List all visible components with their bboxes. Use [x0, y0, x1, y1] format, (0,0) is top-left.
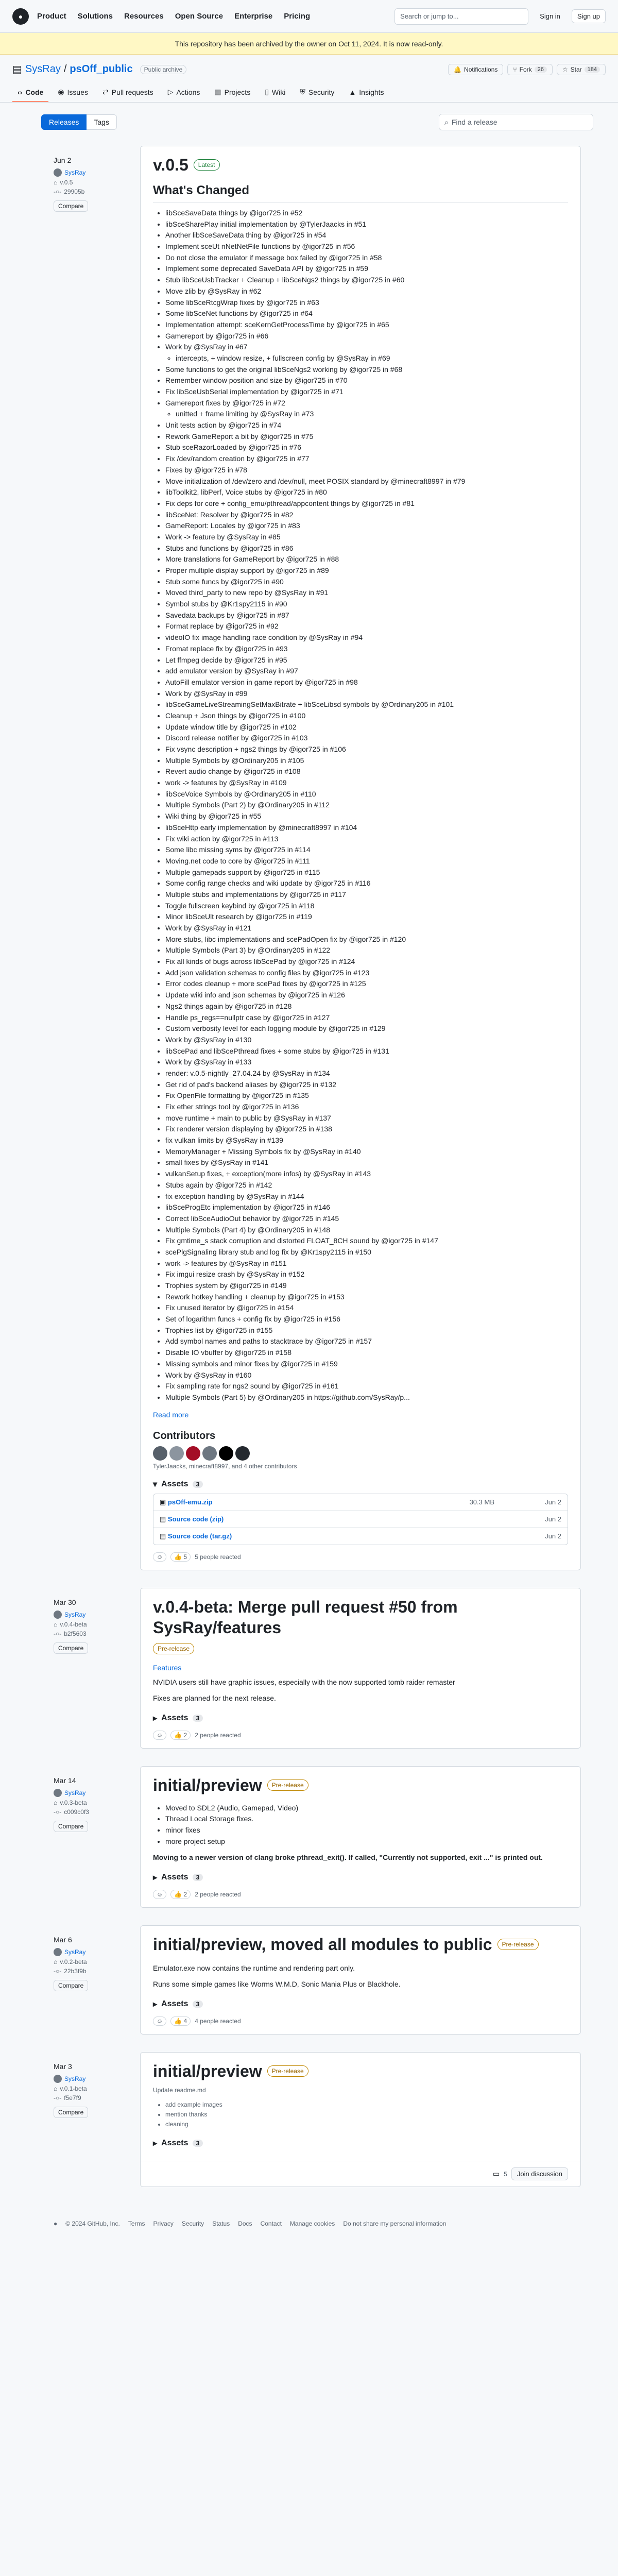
change-item: • Fromat replace fix by @igor725 in #93 — [165, 643, 568, 655]
change-item: • Implement some deprecated SaveData API by @igor725 in #59 — [165, 263, 568, 275]
top-bar — [0, 0, 618, 33]
change-item: • Move initialization of /dev/zero and /dev/null, meet POSIX standard by @minecraft8997 in #79 — [165, 476, 568, 487]
change-item: • Some libc missing syms by @igor725 in #114 — [165, 844, 568, 856]
reactions: ☺ 👍 4 4 people reacted — [153, 2016, 568, 2026]
assets-toggle[interactable]: ▸ Assets 3 — [153, 1713, 568, 1723]
change-item: • Fix wiki action by @igor725 in #113 — [165, 834, 568, 845]
search-icon: ⌕ — [444, 117, 449, 126]
star-icon: ☆ — [562, 65, 568, 73]
change-item: • libSceNet: Resolver by @igor725 in #82 — [165, 510, 568, 521]
tag-link[interactable]: v.0.3-beta — [60, 1799, 87, 1806]
change-item: • Fix renderer version displaying by @igor725 in #138 — [165, 1124, 568, 1135]
repo-name-link[interactable]: psOff_public — [70, 63, 133, 75]
change-subitem: ◦ intercepts, + window resize, + fullscreen config by @SysRay in #69 — [176, 353, 568, 364]
tag-link[interactable]: v.0.4-beta — [60, 1620, 87, 1628]
change-item: • fix vulkan limits by @SysRay in #139 — [165, 1135, 568, 1146]
change-item: • Update wiki info and json schemas by @igor725 in #126 — [165, 990, 568, 1001]
change-item: • Ngs2 things again by @igor725 in #128 — [165, 1001, 568, 1012]
star-count: 184 — [585, 66, 600, 73]
release-date: Mar 6 — [54, 1936, 72, 1944]
change-item: • Fixes by @igor725 in #78 — [165, 465, 568, 476]
change-item: • Disable IO vbuffer by @igor725 in #158 — [165, 1347, 568, 1359]
change-item: • Multiple gamepads support by @igor725 in #115 — [165, 867, 568, 878]
whats-changed-heading: What's Changed — [153, 183, 568, 202]
change-item: • Add json validation schemas to config files by @igor725 in #123 — [165, 968, 568, 979]
book-icon: ▯ — [265, 88, 269, 96]
change-item: • Another libSceSaveData thing by @igor725 in #54 — [165, 230, 568, 241]
commit-link[interactable]: b2f5603 — [64, 1630, 87, 1637]
change-item: • Work by @SysRay in #160 — [165, 1370, 568, 1381]
assets-toggle[interactable]: ▸ Assets 3 — [153, 2138, 568, 2148]
asset-row[interactable]: ▣ psOff-emu.zip 30.3 MB Jun 2 — [153, 1494, 568, 1511]
release-notes: Fixes are planned for the next release. — [153, 1693, 276, 1702]
global-search-input[interactable]: Search or jump to... — [394, 8, 528, 25]
change-item: • Fix all kinds of bugs across libScePad by @igor725 in #124 — [165, 956, 568, 968]
change-item: • libSceVoice Symbols by @Ordinary205 in #110 — [165, 789, 568, 800]
nav-solutions[interactable]: Solutions — [77, 12, 113, 21]
reaction-button[interactable]: 👍 2 — [170, 1890, 191, 1899]
asset-row[interactable]: ▤ Source code (zip) Jun 2 — [153, 1511, 568, 1528]
features-link[interactable]: Features — [153, 1663, 182, 1672]
footer-contact-link[interactable]: Contact — [260, 2220, 282, 2228]
reaction-button[interactable]: 👍 5 — [170, 1552, 191, 1562]
change-item: • move runtime + main to public by @SysRay in #137 — [165, 1113, 568, 1124]
assets-toggle[interactable]: ▾ Assets 3 — [153, 1479, 568, 1489]
change-item: • libSceGameLiveStreamingSetMaxBitrate + libSceLibsd symbols by @Ordinary205 in #101 — [165, 699, 568, 710]
release-sidebar — [25, 1766, 128, 1908]
reaction-button[interactable]: 👍 4 — [170, 2016, 191, 2026]
change-item: • Work by @SysRay in #130 — [165, 1035, 568, 1046]
triangle-right-icon: ▸ — [153, 2139, 158, 2148]
release-date: Jun 2 — [54, 156, 72, 164]
list-item: • more project setup — [165, 1836, 568, 1848]
change-item: • Correct libSceAudioOut behavior by @igor725 in #145 — [165, 1213, 568, 1225]
change-item: • Revert audio change by @igor725 in #108 — [165, 766, 568, 777]
pre-release-label: Pre-release — [267, 2065, 308, 2077]
commit-link[interactable]: f5e7f9 — [64, 2094, 81, 2102]
release-subtitle: Update readme.md — [153, 2087, 206, 2094]
release-v0-4-beta — [12, 1588, 606, 1749]
release-title[interactable]: initial/preview — [153, 1775, 262, 1794]
author-link[interactable]: SysRay — [64, 1948, 86, 1956]
change-item: • Fix /dev/random creation by @igor725 in #77 — [165, 453, 568, 465]
change-item: • MemoryManager + Missing Symbols fix by @SysRay in #140 — [165, 1146, 568, 1158]
add-reaction-button[interactable]: ☺ — [153, 2016, 166, 2026]
sign-up-button[interactable]: Sign up — [572, 9, 606, 23]
releases-toggle[interactable]: Releases — [41, 114, 87, 130]
assets-toggle[interactable]: ▸ Assets 3 — [153, 1872, 568, 1883]
release-notes: Moving to a newer version of clang broke pthread_exit(). If called, "Currently not supported, exit ..." is printed out. — [153, 1853, 543, 1862]
pre-release-label: Pre-release — [267, 1780, 308, 1791]
footer-status-link[interactable]: Status — [212, 2220, 230, 2228]
tag-icon: ⌂ — [54, 1799, 58, 1806]
release-v0-1-beta — [12, 2052, 606, 2187]
copyright: © 2024 GitHub, Inc. — [65, 2220, 120, 2228]
nav-open-source[interactable]: Open Source — [175, 12, 224, 21]
tag-link[interactable]: v.0.5 — [60, 179, 73, 186]
change-item: • Stub libSceUsbTracker + Cleanup + libSceNgs2 things by @igor725 in #60 — [165, 275, 568, 286]
tag-icon: ⌂ — [54, 1958, 58, 1966]
release-notes: NVIDIA users still have graphic issues, especially with the now supported tomb raider remaster — [153, 1677, 455, 1686]
repo-icon: ▤ — [12, 64, 22, 75]
table-icon: ▦ — [214, 88, 221, 96]
repo-owner-link[interactable]: SysRay — [25, 63, 61, 75]
release-title[interactable]: initial/preview, moved all modules to public — [153, 1935, 492, 1954]
release-v0-3-beta — [12, 1766, 606, 1908]
change-item: • Cleanup + Json things by @igor725 in #100 — [165, 710, 568, 722]
change-item: • Savedata backups by @igor725 in #87 — [165, 610, 568, 621]
footer-do-not-share-link[interactable]: Do not share my personal information — [343, 2220, 447, 2228]
change-item: • Moving.net code to core by @igor725 in #111 — [165, 856, 568, 867]
change-item: • Work by @SysRay in #99 — [165, 688, 568, 700]
change-item: • Error codes cleanup + more scePad fixes by @igor725 in #125 — [165, 978, 568, 990]
change-item: • Do not close the emulator if message box failed by @igor725 in #58 — [165, 252, 568, 264]
change-item: • libSceHttp early implementation by @minecraft8997 in #104 — [165, 822, 568, 834]
commit-link[interactable]: 22b3f9b — [64, 1968, 87, 1975]
assets-list — [153, 1494, 568, 1545]
change-subitem: ◦ unitted + frame limiting by @SysRay in #73 — [176, 409, 568, 420]
change-item: • Work by @SysRay in #67 ◦ intercepts, + window resize, + fullscreen config by @SysRay in #69 — [165, 342, 568, 364]
change-item: • Trophies system by @igor725 in #149 — [165, 1280, 568, 1292]
change-item: • Multiple Symbols (Part 4) by @Ordinary205 in #148 — [165, 1225, 568, 1236]
change-item: • Format replace by @igor725 in #92 — [165, 621, 568, 632]
change-item: • Remember window position and size by @igor725 in #70 — [165, 375, 568, 386]
change-item: • Work by @SysRay in #133 — [165, 1057, 568, 1068]
issues-icon: ◉ — [58, 88, 64, 96]
graph-icon: ▲ — [349, 88, 356, 96]
archived-banner: This repository has been archived by the owner on Oct 11, 2024. It is now read-only. — [0, 33, 618, 55]
avatar — [54, 1611, 62, 1619]
tab-code[interactable]: ‹› Code — [12, 83, 48, 102]
file-zip-icon: ▤ — [160, 1515, 168, 1523]
change-item: • work -> features by @SysRay in #109 — [165, 777, 568, 789]
add-reaction-button[interactable]: ☺ — [153, 1890, 166, 1899]
tag-icon: ⌂ — [54, 1620, 58, 1628]
change-item: • render: v.0.5-nightly_27.04.24 by @SysRay in #134 — [165, 1068, 568, 1079]
reactions: ☺ 👍 2 2 people reacted — [153, 1731, 568, 1740]
contributors-heading: Contributors — [153, 1430, 216, 1442]
footer — [12, 2208, 606, 2240]
play-icon: ▷ — [167, 88, 174, 96]
release-card — [140, 2052, 581, 2187]
change-item: • Fix OpenFile formatting by @igor725 in #135 — [165, 1090, 568, 1101]
commit-icon: -○- — [54, 1968, 62, 1975]
package-icon: ▣ — [160, 1498, 168, 1506]
avatar[interactable] — [186, 1446, 200, 1461]
change-item: • Some libSceNet functions by @igor725 in #64 — [165, 308, 568, 319]
change-item: • libScePad and libScePthread fixes + some stubs by @igor725 in #131 — [165, 1046, 568, 1057]
tab-security[interactable]: ⛨ Security — [300, 88, 335, 96]
release-date: Mar 14 — [54, 1776, 76, 1785]
release-notes: Emulator.exe now contains the runtime and rendering part only. — [153, 1964, 355, 1973]
author-link[interactable]: SysRay — [64, 1611, 86, 1618]
contributor-names: TylerJaacks, minecraft8997, and 4 other contributors — [153, 1462, 297, 1470]
change-item: • Multiple Symbols (Part 5) by @Ordinary205 in https://github.com/SysRay/p... — [165, 1392, 568, 1403]
change-item: • Stubs and functions by @igor725 in #86 — [165, 543, 568, 554]
change-item: • Minor libSceUlt research by @igor725 in #119 — [165, 911, 568, 923]
visibility-badge: Public archive — [140, 65, 187, 74]
assets-toggle[interactable]: ▸ Assets 3 — [153, 1999, 568, 2009]
notifications-button[interactable]: 🔔 Notifications — [448, 64, 503, 75]
star-button[interactable]: ☆ Star 184 — [557, 64, 606, 75]
changes-list — [153, 208, 568, 1403]
change-item: • Implementation attempt: sceKernGetProcessTime by @igor725 in #65 — [165, 319, 568, 331]
change-item: • Symbol stubs by @Kr1spy2115 in #90 — [165, 599, 568, 610]
change-item: • Stub sceRazorLoaded by @igor725 in #76 — [165, 442, 568, 453]
change-item: • More translations for GameReport by @igor725 in #88 — [165, 554, 568, 565]
change-item: • Move zlib by @SysRay in #62 — [165, 286, 568, 297]
tab-projects[interactable]: ▦ Projects — [214, 88, 251, 96]
change-item: • Get rid of pad's backend aliases by @igor725 in #132 — [165, 1079, 568, 1091]
change-item: • Discord release notifier by @igor725 in #103 — [165, 733, 568, 744]
list-item: • cleaning — [165, 2120, 568, 2129]
change-item: • Moved third_party to new repo by @SysRay in #91 — [165, 587, 568, 599]
join-discussion-button[interactable]: Join discussion — [511, 2167, 568, 2180]
author-link[interactable]: SysRay — [64, 1789, 86, 1797]
change-item: • vulkanSetup fixes, + exception(more infos) by @SysRay in #143 — [165, 1168, 568, 1180]
reactions: ☺ 👍 2 2 people reacted — [153, 1890, 568, 1899]
footer-privacy-link[interactable]: Privacy — [153, 2220, 174, 2228]
nav-pricing[interactable]: Pricing — [284, 12, 311, 21]
list-item: • mention thanks — [165, 2110, 568, 2120]
change-item: • Fix unused iterator by @igor725 in #154 — [165, 1302, 568, 1314]
change-item: • Multiple Symbols (Part 3) by @Ordinary205 in #122 — [165, 945, 568, 956]
change-item: • Multiple stubs and implementations by @igor725 in #117 — [165, 889, 568, 901]
notes-list — [153, 1803, 568, 1848]
change-item: • Missing symbols and minor fixes by @igor725 in #159 — [165, 1359, 568, 1370]
nav-product[interactable]: Product — [37, 12, 66, 21]
change-item: • AutoFill emulator version in game report by @igor725 in #98 — [165, 677, 568, 688]
tab-insights[interactable]: ▲ Insights — [349, 88, 384, 96]
change-item: • Gamereport by @igor725 in #66 — [165, 331, 568, 342]
shield-icon: ⛨ — [300, 88, 305, 96]
notes-list — [153, 2100, 568, 2129]
commit-icon: -○- — [54, 2094, 62, 2102]
change-item: • Add symbol names and paths to stacktrace by @igor725 in #157 — [165, 1336, 568, 1347]
github-logo-icon[interactable]: ● — [12, 8, 29, 25]
fork-button[interactable]: ⑂ Fork 26 — [507, 64, 552, 75]
read-more-link[interactable]: Read more — [153, 1410, 189, 1419]
pre-release-label: Pre-release — [497, 1939, 539, 1950]
release-sidebar — [25, 146, 128, 1570]
change-item: • libSceSaveData things by @igor725 in #52 — [165, 208, 568, 219]
change-item: • Gamereport fixes by @igor725 in #72 ◦ unitted + frame limiting by @SysRay in #73 — [165, 398, 568, 420]
change-item: • Rework hotkey handling + cleanup by @igor725 in #153 — [165, 1292, 568, 1303]
add-reaction-button[interactable]: ☺ — [153, 1552, 166, 1562]
reactions: ☺ 👍 5 5 people reacted — [153, 1552, 568, 1562]
sign-in-link[interactable]: Sign in — [540, 12, 560, 20]
find-release-input[interactable]: ⌕ Find a release — [439, 114, 593, 130]
avatar — [54, 1948, 62, 1956]
change-item: • More stubs, libc implementations and scePadOpen fix by @igor725 in #120 — [165, 934, 568, 945]
list-item: • Moved to SDL2 (Audio, Gamepad, Video) — [165, 1803, 568, 1814]
change-item: • Work -> feature by @SysRay in #85 — [165, 532, 568, 543]
asset-row[interactable]: ▤ Source code (tar.gz) Jun 2 — [160, 1532, 561, 1540]
compare-button[interactable]: Compare — [54, 1980, 88, 1991]
avatar[interactable] — [169, 1446, 184, 1461]
code-icon: ‹› — [18, 88, 23, 96]
avatar[interactable] — [219, 1446, 233, 1461]
change-item: • Set of logarithm funcs + config fix by @igor725 in #156 — [165, 1314, 568, 1325]
release-v0-5 — [12, 146, 606, 1570]
change-item: • Fix vsync description + ngs2 things by @igor725 in #106 — [165, 744, 568, 755]
tab-issues[interactable]: ◉ Issues — [58, 88, 89, 96]
release-sidebar — [25, 1925, 128, 2035]
change-item: • fix exception handling by @SysRay in #144 — [165, 1191, 568, 1202]
tags-toggle[interactable]: Tags — [87, 114, 117, 130]
avatar — [54, 168, 62, 177]
release-card — [140, 1588, 581, 1749]
avatar[interactable] — [235, 1446, 250, 1461]
change-item: • Toggle fullscreen keybind by @igor725 in #118 — [165, 901, 568, 912]
commit-icon: -○- — [54, 1808, 62, 1816]
release-card — [140, 1925, 581, 2035]
comment-icon: ▭ — [492, 2170, 500, 2178]
commit-icon: -○- — [54, 1630, 62, 1637]
nav-resources[interactable]: Resources — [124, 12, 164, 21]
triangle-right-icon: ▸ — [153, 2000, 158, 2009]
nav-enterprise[interactable]: Enterprise — [234, 12, 273, 21]
list-item: • add example images — [165, 2100, 568, 2110]
avatar — [54, 1789, 62, 1797]
tag-icon: ⌂ — [54, 179, 58, 186]
release-title[interactable]: v.0.5 — [153, 156, 188, 174]
author-link[interactable]: SysRay — [64, 169, 86, 176]
release-date: Mar 30 — [54, 1598, 76, 1606]
commit-link[interactable]: c009c0f3 — [64, 1808, 89, 1816]
change-item: • videoIO fix image handling race condition by @SysRay in #94 — [165, 632, 568, 643]
compare-button[interactable]: Compare — [54, 200, 88, 212]
compare-button[interactable]: Compare — [54, 1821, 88, 1832]
change-item: • Fix gmtime_s stack corruption and distorted FLOAT_8CH sound by @igor725 in #147 — [165, 1235, 568, 1247]
change-item: • Fix deps for core + config_emu/pthread/appcontent things by @igor725 in #81 — [165, 498, 568, 510]
contributor-avatars — [153, 1446, 568, 1461]
change-item: • Stub some funcs by @igor725 in #90 — [165, 577, 568, 588]
change-item: • Some functions to get the original libSceNgs2 working by @igor725 in #68 — [165, 364, 568, 376]
tag-link[interactable]: v.0.1-beta — [60, 2085, 87, 2093]
tab-actions[interactable]: ▷ Actions — [167, 88, 200, 96]
fork-count: 26 — [535, 66, 547, 73]
change-item: • Unit tests action by @igor725 in #74 — [165, 420, 568, 431]
compare-button[interactable]: Compare — [54, 1642, 88, 1654]
add-reaction-button[interactable]: ☺ — [153, 1731, 166, 1740]
pull-request-icon: ⇄ — [102, 88, 109, 96]
pre-release-label: Pre-release — [153, 1643, 194, 1654]
change-item: • Custom verbosity level for each logging module by @igor725 in #129 — [165, 1023, 568, 1035]
bell-icon: 🔔 — [454, 65, 462, 73]
release-card — [140, 146, 581, 1570]
top-nav — [37, 12, 310, 21]
change-item: • Multiple Symbols by @Ordinary205 in #105 — [165, 755, 568, 767]
change-item: • add emulator version by @SysRay in #97 — [165, 666, 568, 677]
avatar[interactable] — [202, 1446, 217, 1461]
change-item: • libSceSharePlay initial implementation by @TylerJaacks in #51 — [165, 219, 568, 230]
change-item: • Proper multiple display support by @igor725 in #89 — [165, 565, 568, 577]
comment-count: 5 — [504, 2170, 507, 2178]
change-item: • Some libSceRtcgWrap fixes by @igor725 in #63 — [165, 297, 568, 309]
change-item: • Rework GameReport a bit by @igor725 in #75 — [165, 431, 568, 443]
fork-icon: ⑂ — [513, 65, 517, 73]
triangle-right-icon: ▸ — [153, 1873, 158, 1883]
change-item: • small fixes by @SysRay in #141 — [165, 1157, 568, 1168]
footer-security-link[interactable]: Security — [181, 2220, 204, 2228]
change-item: • Fix ether strings tool by @igor725 in #136 — [165, 1101, 568, 1113]
change-item: • Fix sampling rate for ngs2 sound by @igor725 in #161 — [165, 1381, 568, 1392]
change-item: • Handle ps_regs==nullptr case by @igor725 in #127 — [165, 1012, 568, 1024]
latest-label: Latest — [194, 159, 220, 171]
triangle-right-icon: ▸ — [153, 1714, 158, 1723]
release-sidebar — [25, 1588, 128, 1749]
commit-link[interactable]: 29905b — [64, 188, 85, 195]
change-item: • Multiple Symbols (Part 2) by @Ordinary205 in #112 — [165, 800, 568, 811]
release-notes: Runs some simple games like Worms W.M.D, Sonic Mania Plus or Blackhole. — [153, 1980, 401, 1989]
footer-docs-link[interactable]: Docs — [238, 2220, 252, 2228]
compare-button[interactable]: Compare — [54, 2107, 88, 2118]
change-item: • Update window title by @igor725 in #102 — [165, 722, 568, 733]
tab-pull-requests[interactable]: ⇄ Pull requests — [102, 88, 153, 96]
release-v0-2-beta — [12, 1925, 606, 2035]
change-item: • Work by @SysRay in #121 — [165, 923, 568, 934]
change-item: • Implement sceUt nNetNetFile functions by @igor725 in #56 — [165, 241, 568, 252]
release-date: Mar 3 — [54, 2062, 72, 2071]
tag-icon: ⌂ — [54, 2085, 58, 2093]
change-item: • Stubs again by @igor725 in #142 — [165, 1180, 568, 1191]
change-item: • Wiki thing by @igor725 in #55 — [165, 811, 568, 822]
change-item: • Let ffmpeg decide by @igor725 in #95 — [165, 655, 568, 666]
change-item: • Fix libSceUsbSerial implementation by @igor725 in #71 — [165, 386, 568, 398]
release-sidebar — [25, 2052, 128, 2187]
github-logo-icon: ● — [54, 2220, 58, 2228]
avatar — [54, 2075, 62, 2083]
change-item: • Fix imgui resize crash by @SysRay in #152 — [165, 1269, 568, 1280]
change-item: • work -> features by @SysRay in #151 — [165, 1258, 568, 1269]
change-item: • Some config range checks and wiki update by @igor725 in #116 — [165, 878, 568, 889]
change-item: • Trophies list by @igor725 in #155 — [165, 1325, 568, 1336]
commit-icon: -○- — [54, 188, 62, 195]
list-item: • minor fixes — [165, 1825, 568, 1836]
release-title[interactable]: v.0.4-beta: Merge pull request #50 from SysRay/features — [153, 1597, 458, 1637]
footer-cookies-link[interactable]: Manage cookies — [289, 2220, 335, 2228]
repo-tabs — [12, 83, 606, 102]
change-item: • libToolkit2, libPerf, Voice stubs by @igor725 in #80 — [165, 487, 568, 498]
footer-terms-link[interactable]: Terms — [128, 2220, 145, 2228]
release-title[interactable]: initial/preview — [153, 2062, 262, 2081]
release-card — [140, 1766, 581, 1908]
author-link[interactable]: SysRay — [64, 2075, 86, 2083]
repo-header: ▤ SysRay / psOff_public Public archive 🔔 Notifications ⑂ Fork 26 ☆ Star 184 ‹› Code ◉ Issues ⇄ Pull requests ▷ Actions ▦ Projects ▯ Wiki ⛨ Security ▲ Insights — [0, 55, 618, 103]
file-zip-icon: ▤ — [160, 1532, 168, 1540]
change-item: • scePlgSignaling library stub and log fix by @Kr1spy2115 in #150 — [165, 1247, 568, 1258]
change-item: • libSceProgEtc implementation by @igor725 in #146 — [165, 1202, 568, 1213]
triangle-down-icon: ▾ — [153, 1480, 158, 1489]
tab-wiki[interactable]: ▯ Wiki — [265, 88, 286, 96]
list-item: • Thread Local Storage fixes. — [165, 1814, 568, 1825]
releases-subnav — [12, 114, 606, 130]
discussion-bar — [141, 2161, 580, 2187]
avatar[interactable] — [153, 1446, 167, 1461]
change-item: • GameReport: Locales by @igor725 in #83 — [165, 520, 568, 532]
reaction-button[interactable]: 👍 2 — [170, 1731, 191, 1740]
tag-link[interactable]: v.0.2-beta — [60, 1958, 87, 1966]
